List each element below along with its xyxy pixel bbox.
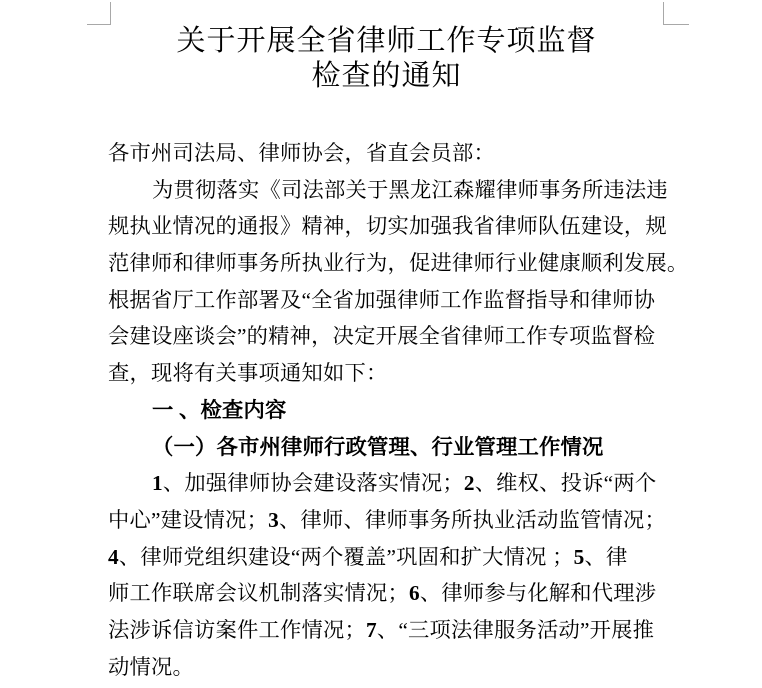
list-number: 2: [463, 471, 475, 496]
text-segment: 、律师参与化解和代理涉: [419, 581, 657, 606]
list-number: 7: [365, 617, 377, 642]
text-boundary-mark-top-right-vertical: [663, 2, 664, 25]
document-line: [108, 649, 664, 686]
text-segment: 、律师、律师事务所执业活动监管情况；: [279, 507, 666, 532]
text-segment: 师工作联席会议机制落实情况；: [108, 581, 409, 606]
document-title-line-1: 关于开展全省律师工作专项监督: [176, 25, 597, 57]
list-number: 3: [268, 507, 279, 532]
text-segment: 根据省厅工作部署及“全省加强律师工作监督指导和律师协: [108, 287, 656, 312]
text-segment: 、律: [584, 544, 628, 569]
text-segment: 、加强律师协会建设落实情况；: [162, 471, 464, 496]
text-segment: 、维权、投诉“两个: [474, 471, 657, 496]
text-segment: 为贯彻落实《司法部关于黑龙江森耀律师事务所违法违: [152, 177, 668, 202]
list-number: 6: [408, 581, 420, 606]
document-line: [108, 392, 664, 429]
list-number: 1: [152, 471, 163, 496]
list-number: 4: [108, 544, 119, 569]
document-line: [108, 575, 664, 612]
document-line: [108, 612, 664, 649]
document-line: [108, 355, 664, 392]
document-line: [108, 172, 668, 209]
document-line: [108, 208, 667, 245]
text-segment: 动情况。: [108, 654, 194, 679]
text-boundary-mark-top-right-horizontal: [663, 24, 689, 25]
text-boundary-mark-top-left-horizontal: [87, 24, 111, 25]
document-line: [108, 135, 664, 172]
text-segment: 范律师和律师事务所执业行为，促进律师行业健康顺利发展。: [108, 251, 689, 276]
document-line: [108, 502, 664, 539]
text-segment: 法涉诉信访案件工作情况；: [108, 617, 366, 642]
document-title-line-2: 检查的通知: [311, 60, 462, 92]
text-segment: 会建设座谈会”的精神，决定开展全省律师工作专项监督检: [108, 324, 656, 349]
text-segment: 中心”建设情况；: [108, 507, 269, 532]
text-segment: 规执业情况的通报》精神，切实加强我省律师队伍建设，规: [108, 214, 667, 239]
document-line: [108, 245, 689, 282]
list-number: 5: [573, 544, 585, 569]
text-segment: 各市州司法局、律师协会，省直会员部：: [108, 141, 495, 165]
document-line: [108, 282, 664, 319]
text-segment: 、“三项法律服务活动”开展推: [376, 617, 655, 642]
text-boundary-mark-top-left-vertical: [110, 2, 111, 25]
document-body: [108, 135, 689, 685]
text-segment: （一）各市州律师行政管理、行业管理工作情况: [152, 434, 604, 459]
document-line: [108, 465, 664, 502]
document-line: [108, 318, 664, 355]
document-title: [110, 24, 663, 94]
text-segment: 、律师党组织建设“两个覆盖”巩固和扩大情况 ；: [118, 544, 574, 569]
text-segment: 查，现将有关事项通知如下：: [108, 361, 388, 386]
document-line: [108, 429, 664, 466]
text-segment: 一 、检查内容: [152, 397, 287, 422]
document-line: [108, 539, 664, 576]
